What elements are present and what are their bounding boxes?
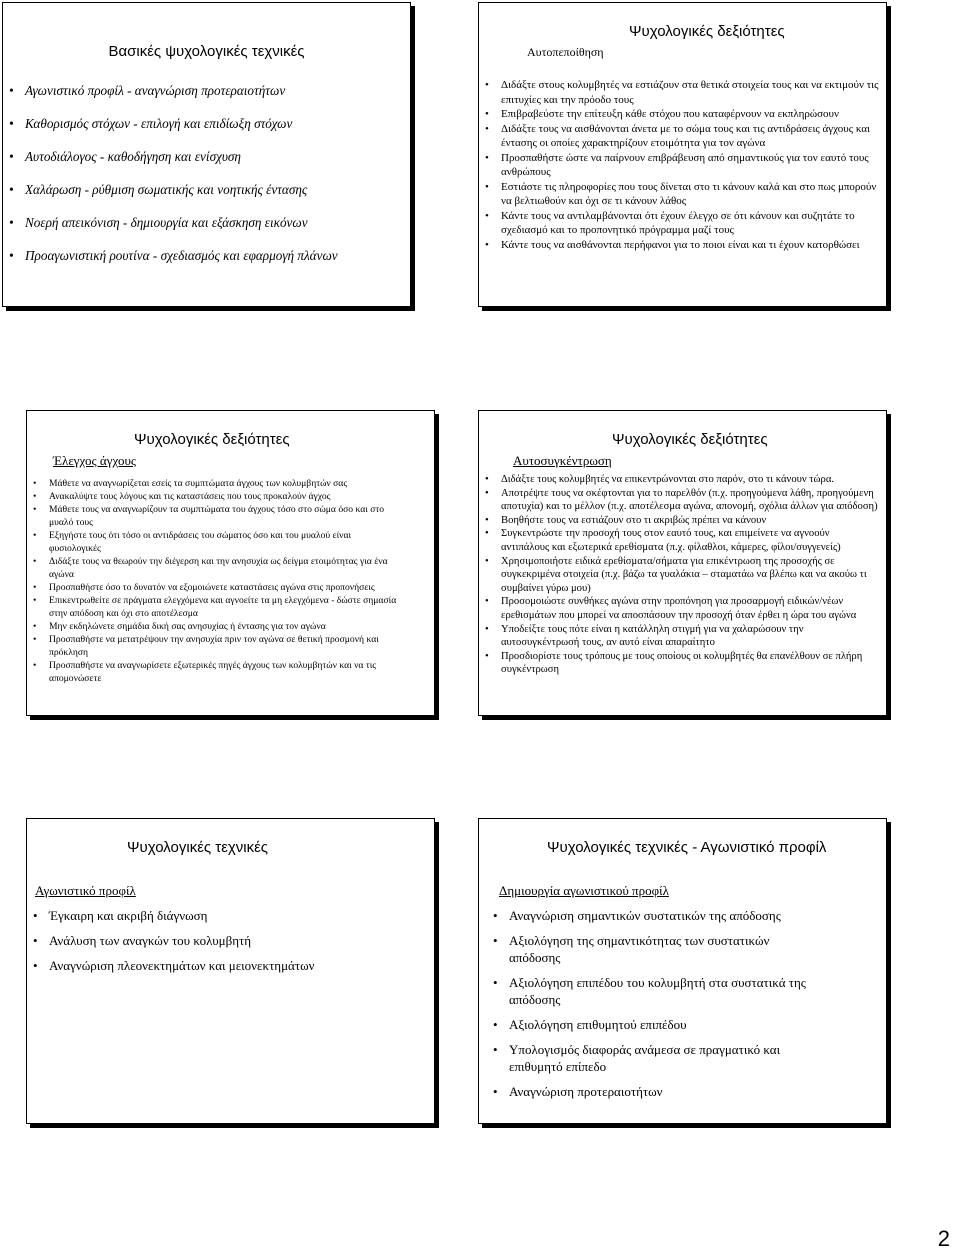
slide-6 — [478, 818, 887, 1124]
list-item: • Επικεντρωθείτε σε πράγματα ελεγχόμενα και αγνοείτε τα μη ελεγχόμενα - δώστε σημασία στην απόδοση και όχι στο αποτέλεσμα — [33, 594, 403, 620]
bullet-list — [485, 78, 881, 252]
list-item: • Μάθετε τους να αναγνωρίζουν τα συμπτώματα του άγχους τόσο στο σώμα όσο και στο μυαλό τους — [33, 503, 403, 529]
bullet-list — [33, 477, 403, 685]
slide-title: Ψυχολογικές δεξιότητες — [134, 431, 290, 448]
list-item: • Υπολογισμός διαφοράς ανάμεσα σε πραγματικό και επιθυμητό επίπεδο — [493, 1041, 823, 1075]
list-item: • Εστιάστε τις πληροφορίες που τους δίνεται στο τι κάνουν καλά και στο πως μπορούν να βελτιωθούν και όχι σε τι κάνουν λάθος — [485, 180, 881, 209]
list-item: • Εξηγήστε τους ότι τόσο οι αντιδράσεις του σώματος όσο και του μυαλού είναι φυσιολογικές — [33, 529, 403, 555]
slide-title: Ψυχολογικές δεξιότητες — [629, 23, 785, 40]
list-item: • Αναγνώριση προτεραιοτήτων — [493, 1083, 823, 1100]
slide-subtitle: Έλεγχος άγχους — [53, 453, 137, 468]
list-item: • Αξιολόγηση επιθυμητού επιπέδου — [493, 1016, 823, 1033]
list-item: • Διδάξτε τους να θεωρούν την διέγερση και την ανησυχία ως δείγμα ετοιμότητας για ένα αγώνα — [33, 555, 403, 581]
list-item: • Αποτρέψτε τους να σκέφτονται για το παρελθόν (π.χ. προηγούμενα λάθη, προηγούμενη αποτυχία) και το μέλλον (π.χ. αποτέλεσμα αγώνα, απονομή, σχόλια άλλων για απόδοση) — [485, 487, 879, 514]
slide-1 — [2, 2, 411, 307]
list-item: • Προσπαθήστε ώστε να παίρνουν επιβράβευση από σημαντικούς για τον εαυτό τους ανθρώπους — [485, 151, 881, 180]
list-item: • Υποδείξτε τους πότε είναι η κατάλληλη στιγμή για να χαλαρώσουν την αυτοσυγκέντρωσή τους, αν αυτό είναι απαραίτητο — [485, 623, 879, 650]
list-item: • Χαλάρωση - ρύθμιση σωματικής και νοητικής έντασης — [9, 180, 404, 200]
slide-subtitle: Αυτοσυγκέντρωση — [513, 453, 612, 468]
bullet-list — [485, 473, 879, 677]
list-item: • Ανάλυση των αναγκών του κολυμβητή — [33, 932, 428, 949]
list-item: • Ανακαλύψτε τους λόγους και τις καταστάσεις που τους προκαλούν άγχος — [33, 490, 403, 503]
list-item: • Προσπαθήστε όσο το δυνατόν να εξομοιώνετε καταστάσεις αγώνα στις προπονήσεις — [33, 581, 403, 594]
slide-title: Ψυχολογικές τεχνικές — [127, 839, 269, 856]
page-number: 2 — [937, 1226, 950, 1251]
list-item: • Μάθετε να αναγνωρίζεται εσείς τα συμπτώματα άγχους των κολυμβητών σας — [33, 477, 403, 490]
bullet-list — [493, 907, 823, 1100]
list-item: • Προσδιορίστε τους τρόπους με τους οποίους οι κολυμβητές θα επανέλθουν σε πλήρη συγκέντρωση — [485, 650, 879, 677]
slide-subtitle: Αυτοπεποίθηση — [527, 45, 604, 59]
list-item: • Προαγωνιστική ρουτίνα - σχεδιασμός και εφαρμογή πλάνων — [9, 246, 404, 266]
slide-title: Ψυχολογικές τεχνικές - Αγωνιστικό προφίλ — [547, 839, 827, 856]
slide-5 — [26, 818, 435, 1124]
list-item: • Αναγνώριση σημαντικών συστατικών της απόδοσης — [493, 907, 823, 924]
list-item: • Διδάξτε στους κολυμβητές να εστιάζουν στα θετικά στοιχεία τους και να εκτιμούν τις επιτυχίες και την πρόοδο τους — [485, 78, 881, 107]
list-item: • Προσομοιώστε συνθήκες αγώνα στην προπόνηση για προσαρμογή ειδικών/νέων ερεθισμάτων που μπορεί να αποσπάσουν την προσοχή όταν έρθει η ώρα του αγώνα — [485, 595, 879, 622]
list-item: • Μην εκδηλώνετε σημάδια δική σας ανησυχίας ή έντασης για τον αγώνα — [33, 620, 403, 633]
slide-subtitle: Δημιουργία αγωνιστικού προφίλ — [499, 883, 669, 898]
slide-4 — [478, 410, 887, 716]
list-item: • Αξιολόγηση της σημαντικότητας των συστατικών απόδοσης — [493, 932, 823, 966]
list-item: • Αξιολόγηση επιπέδου του κολυμβητή στα συστατικά της απόδοσης — [493, 974, 823, 1008]
slide-2 — [478, 2, 887, 307]
list-item: • Κάντε τους να αισθάνονται περήφανοι για το ποιοι είναι και τι έχουν κατορθώσει — [485, 238, 881, 253]
list-item: • Προσπαθήστε να αναγνωρίσετε εξωτερικές πηγές άγχους των κολυμβητών και να τις απομονώσετε — [33, 659, 403, 685]
slide-title: Βασικές ψυχολογικές τεχνικές — [108, 43, 305, 60]
list-item: • Χρησιμοποιήστε ειδικά ερεθίσματα/σήματα για επικέντρωση της προσοχής σε συγκεκριμένα στοιχεία (π.χ. βάζω τα γυαλάκια – σταματάω να βλέπω και να ακούω τι συμβαίνει γύρω μου) — [485, 555, 879, 596]
list-item: • Κάντε τους να αντιλαμβάνονται ότι έχουν έλεγχο σε ότι κάνουν και συζητάτε το σχεδιασμό και το προπονητικό πρόγραμμα μαζί τους — [485, 209, 881, 238]
list-item: • Αγωνιστικό προφίλ - αναγνώριση προτεραιοτήτων — [9, 81, 404, 101]
list-item: • Διδάξτε τους κολυμβητές να επικεντρώνονται στο παρόν, στο τι κάνουν τώρα. — [485, 473, 879, 487]
list-item: • Αυτοδιάλογος - καθοδήγηση και ενίσχυση — [9, 147, 404, 167]
list-item: • Νοερή απεικόνιση - δημιουργία και εξάσκηση εικόνων — [9, 213, 404, 233]
slide-title: Ψυχολογικές δεξιότητες — [612, 431, 768, 448]
bullet-list — [9, 81, 404, 266]
list-item: • Συγκεντρώστε την προσοχή τους στον εαυτό τους, και επιμείνετε να αγνοούν αντιπάλους και εξωτερικά ερεθίσματα (π.χ. φίλαθλοι, κάμερες, φίλοι/συγγενείς) — [485, 527, 879, 554]
list-item: • Αναγνώριση πλεονεκτημάτων και μειονεκτημάτων — [33, 957, 428, 974]
list-item: • Βοηθήστε τους να εστιάζουν στο τι ακριβώς πρέπει να κάνουν — [485, 514, 879, 528]
slide-3 — [26, 410, 435, 716]
list-item: • Καθορισμός στόχων - επιλογή και επιδίωξη στόχων — [9, 114, 404, 134]
list-item: • Επιβραβεύστε την επίτευξη κάθε στόχου που καταφέρνουν να εκπληρώσουν — [485, 107, 881, 122]
list-item: • Προσπαθήστε να μετατρέψουν την ανησυχία πριν τον αγώνα σε θετική προσμονή και πρόκληση — [33, 633, 403, 659]
bullet-list — [33, 907, 428, 974]
list-item: • Διδάξτε τους να αισθάνονται άνετα με το σώμα τους και τις αντιδράσεις άγχους και έντασης οι οποίες χαρακτηρίζουν ετοιμότητα για τον αγώνα — [485, 122, 881, 151]
list-item: • Έγκαιρη και ακριβή διάγνωση — [33, 907, 428, 924]
slide-subtitle: Αγωνιστικό προφίλ — [35, 883, 136, 898]
